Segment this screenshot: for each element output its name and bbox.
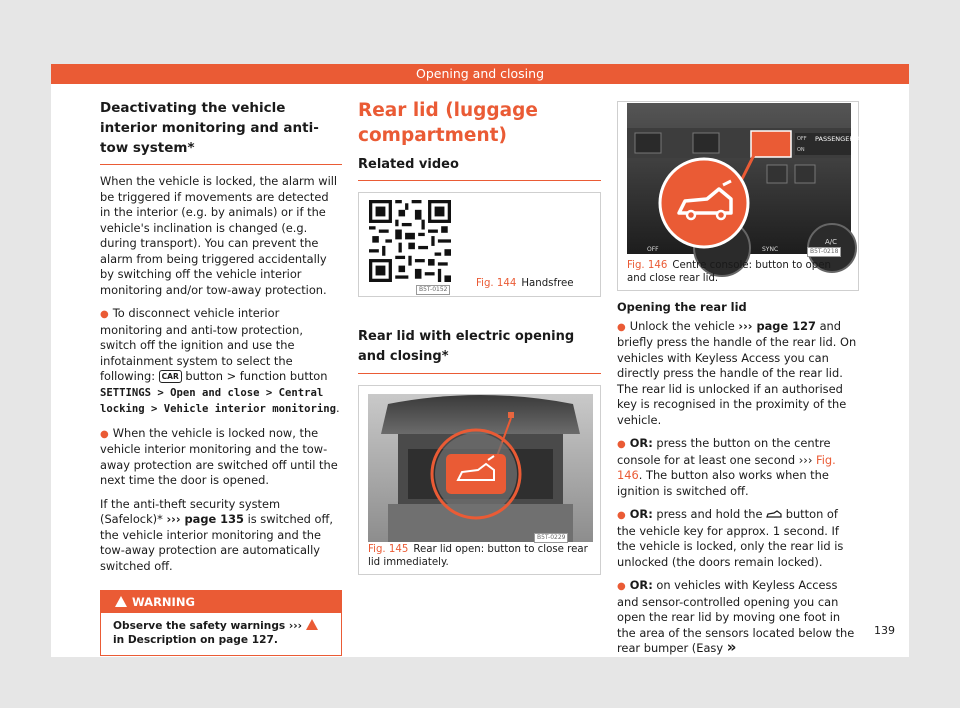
car-rear-lid-icon	[766, 510, 782, 518]
centre-console-photo	[627, 103, 883, 254]
bullet-icon: ●	[617, 581, 626, 592]
figure-144	[358, 192, 601, 297]
page-link[interactable]: ››› page 127	[738, 318, 816, 333]
right-column	[617, 98, 883, 665]
figure-145	[358, 385, 601, 575]
figure-caption: Fig. 144 Handsfree	[476, 278, 574, 289]
continued-icon: »	[726, 638, 737, 656]
left-column	[100, 98, 342, 656]
warning-box	[100, 590, 342, 656]
related-video-heading: Related video	[358, 156, 601, 181]
warning-text: Observe the safety warnings ››› in Description on page 127.	[101, 613, 341, 655]
figure-id: B5T-0152	[416, 285, 450, 295]
bullet-icon: ●	[100, 428, 109, 440]
figure-link[interactable]: Fig. 146	[617, 452, 836, 482]
bullet-icon: ●	[100, 309, 109, 320]
figure-caption: Fig. 145 Rear lid open: button to close rear lid immediately.	[368, 544, 588, 568]
off-label: OFF	[647, 246, 659, 253]
section-subheading: Rear lid with electric opening and closing*	[358, 327, 601, 374]
bullet-console: ● OR: press the button on the centre console for at least one second ››› Fig. 146. The button also works when the ignition is switched off.	[617, 436, 836, 498]
warning-header: WARNING	[101, 591, 341, 613]
manual-page	[51, 64, 909, 657]
bullet-keyless: ● OR: on vehicles with Keyless Access and sensor-controlled opening you can open the rear lid by moving one foot in the area of the sensors located below the rear bumper (Easy »	[617, 578, 855, 656]
sync-label: SYNC	[762, 246, 779, 253]
intro-paragraph: When the vehicle is locked, the alarm will be triggered if movements are detected in the interior (e.g. by animals) or if the vehicle's inclination is changed (e.g. during transport). You can prevent the alarm from being triggered accidentally by switching off the vehicle interior monitoring and/or tow-away protection.	[100, 174, 338, 297]
ac-label: A/C	[825, 238, 838, 246]
figure-146	[617, 101, 883, 291]
page-number: 139	[874, 624, 895, 637]
safelock-paragraph: If the anti-theft security system (Safelock)* ››› page 135 is switched off, the vehicle interior monitoring and the tow-away protection are automatically switched off.	[100, 496, 333, 573]
middle-column	[358, 98, 601, 575]
bullet-icon: ●	[617, 321, 626, 333]
car-button-icon: CAR	[159, 370, 182, 383]
chapter-title: Rear lid (luggage compartment)	[358, 100, 538, 146]
figure-id: B5T-0218	[807, 247, 841, 257]
figure-id: B5T-0229	[534, 533, 568, 543]
bullet-icon: ●	[617, 439, 626, 450]
bullet-disconnect: ● To disconnect vehicle interior monitoring and anti-tow protection, switch off the ignition and use the infotainment system to select the following: CAR button > function button SETTINGS > Open and close > Central locking > Vehicle interior monitoring.	[100, 306, 340, 415]
qr-code[interactable]	[369, 200, 451, 282]
rear-lid-photo	[368, 394, 593, 542]
bullet-icon: ●	[617, 510, 626, 521]
airbag-on-label: ON	[797, 147, 805, 153]
bullet-locked: ● When the vehicle is locked now, the vehicle interior monitoring and the tow-away protection are switched off until the next time the door is opened.	[100, 425, 338, 487]
section-heading: Deactivating the vehicle interior monitoring and anti-tow system*	[100, 98, 342, 165]
bullet-key: ● OR: press and hold the button of the vehicle key for approx. 1 second. If the vehicle is locked, only the rear lid is unlocked (the doors remain locked).	[617, 507, 844, 569]
warning-icon	[306, 619, 318, 630]
menu-path: SETTINGS > Open and close > Central locking > Vehicle interior monitoring	[100, 386, 336, 415]
figure-caption: Fig. 146 Centre console: button to open and close rear lid.	[627, 260, 831, 284]
section-header: Opening and closing	[51, 64, 909, 84]
airbag-label: PASSENGER AIR BAG	[815, 135, 883, 143]
opening-heading: Opening the rear lid	[617, 300, 747, 314]
warning-icon	[115, 596, 127, 607]
bullet-unlock: ● Unlock the vehicle ››› page 127 and briefly press the handle of the rear lid. On vehicles with Keyless Access you can directly press the handle of the rear lid. The rear lid is unlocked if an authorised key is recognised in the proximity of the vehicle.	[617, 318, 857, 427]
airbag-off-label: OFF	[797, 136, 807, 142]
page-link[interactable]: ››› page 135	[166, 512, 244, 526]
